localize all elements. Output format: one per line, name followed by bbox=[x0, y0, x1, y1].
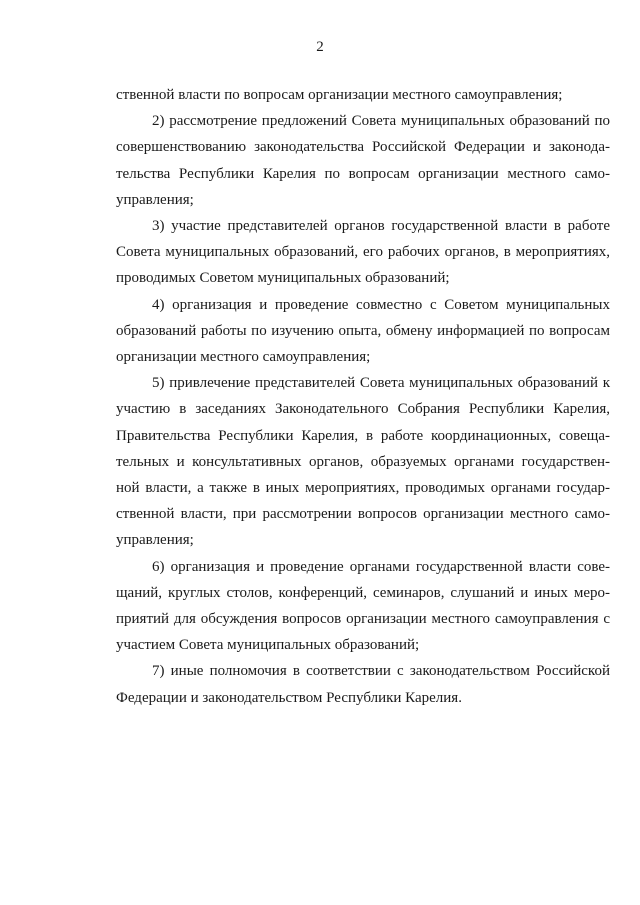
text-line: управления; bbox=[116, 532, 194, 549]
text-line: участию в заседаниях Законодательного Собрания Республики Карелия, bbox=[116, 401, 610, 418]
paragraph-first-line: 4) организация и проведение совместно с Советом муниципальных bbox=[152, 296, 610, 313]
paragraph-first-line: 2) рассмотрение предложений Совета муниципальных образований по bbox=[152, 113, 610, 130]
text-line: организации местного самоуправления; bbox=[116, 349, 371, 366]
paragraph-first-line: 5) привлечение представителей Совета муниципальных образований к bbox=[152, 375, 610, 392]
text-line: Правительства Республики Карелия, в работе координационных, совеща- bbox=[116, 427, 610, 444]
text-line: проводимых Советом муниципальных образований; bbox=[116, 270, 450, 287]
text-line: Федерации и законодательством Республики Карелия. bbox=[116, 689, 462, 706]
text-line: Совета муниципальных образований, его рабочих органов, в мероприятиях, bbox=[116, 244, 610, 261]
text-line: тельных и консультативных органов, образуемых органами государствен- bbox=[116, 453, 610, 470]
text-line: управления; bbox=[116, 191, 194, 208]
body-text bbox=[116, 82, 610, 711]
text-line: ной власти, а также в иных мероприятиях, проводимых органами государ- bbox=[116, 480, 610, 497]
text-line: тельства Республики Карелия по вопросам организации местного само- bbox=[116, 165, 610, 182]
text-line: образований работы по изучению опыта, обмену информацией по вопросам bbox=[116, 322, 610, 339]
text-line: приятий для обсуждения вопросов организации местного самоуправления с bbox=[116, 611, 610, 628]
paragraph-first-line: 7) иные полномочия в соответствии с законодательством Российской bbox=[152, 663, 610, 680]
text-line: ственной власти по вопросам организации местного самоуправления; bbox=[116, 87, 563, 103]
text-line: совершенствованию законодательства Российской Федерации и законода- bbox=[116, 139, 610, 156]
paragraph-first-line: 6) организация и проведение органами государственной власти сове- bbox=[152, 558, 610, 575]
page-number: 2 bbox=[316, 39, 324, 55]
paragraph-first-line: 3) участие представителей органов государственной власти в работе bbox=[152, 218, 610, 235]
text-line: ственной власти, при рассмотрении вопросов организации местного само- bbox=[116, 506, 610, 523]
text-line: участием Совета муниципальных образований; bbox=[116, 637, 420, 654]
text-line: щаний, круглых столов, конференций, семинаров, слушаний и иных меро- bbox=[116, 584, 610, 601]
